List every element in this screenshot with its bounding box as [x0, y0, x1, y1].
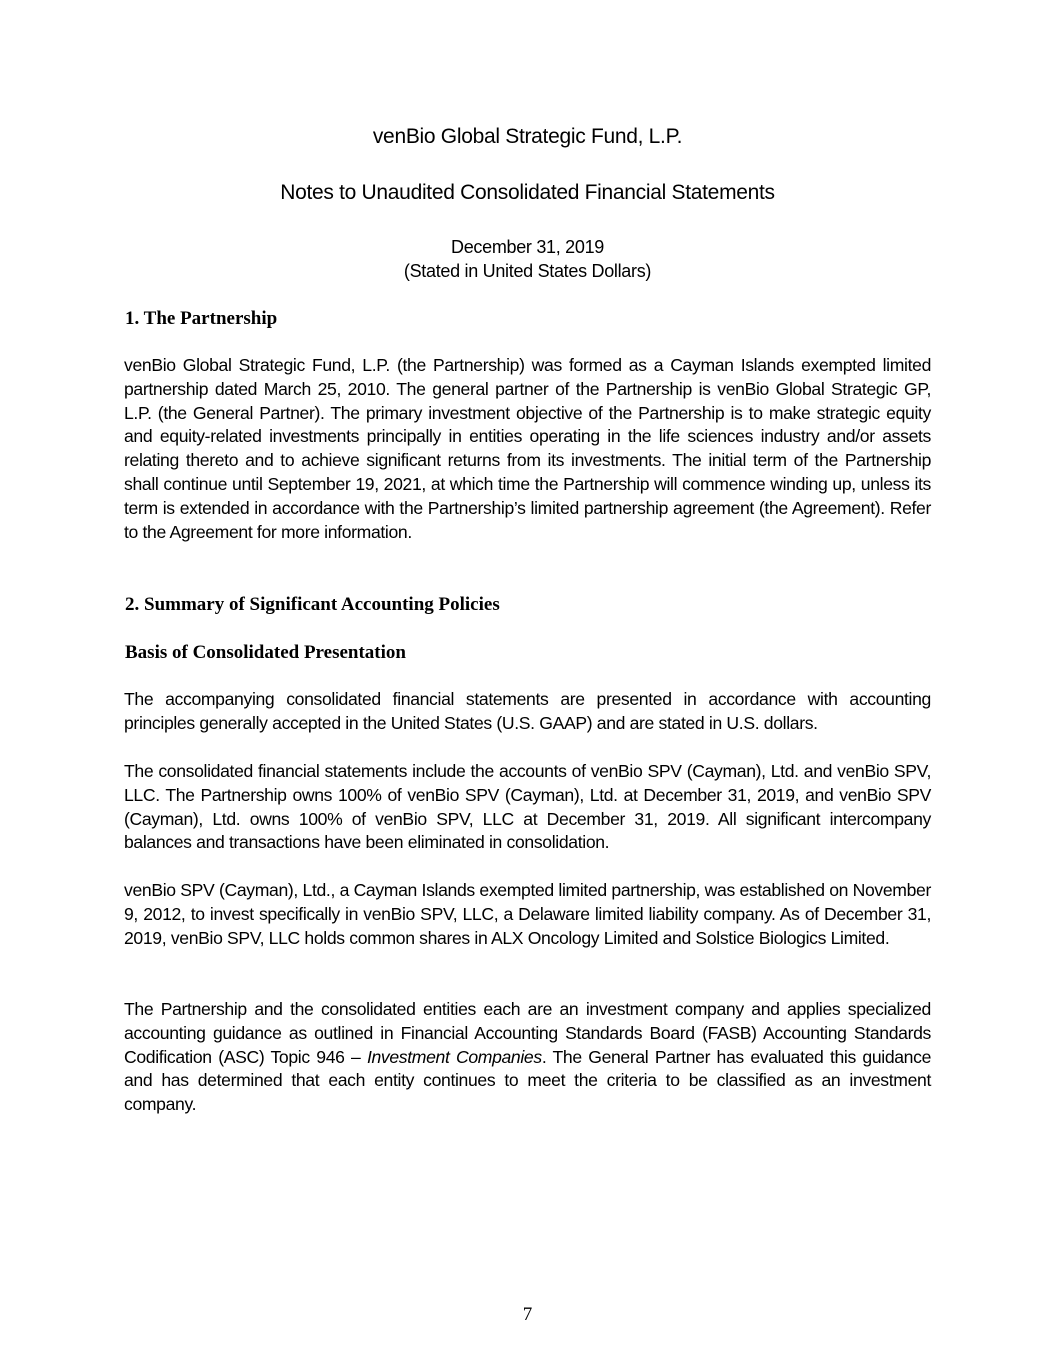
- page-number: 7: [522, 1304, 533, 1325]
- policies-paragraph-4-tail: . The General Partner has evaluated this guidance and has determined that each entity continues to meet the criteria to be classified as an investment company.: [124, 1046, 932, 1115]
- policies-paragraph-4-text: The Partnership and the consolidated entities each are an investment company and applies specialized accounting guidance as outlined in Financial Accounting Standards Board (FASB) Accounting Standards Codification (ASC) Topic 946 –: [124, 999, 931, 1067]
- subheading-basis-of-presentation: Basis of Consolidated Presentation: [125, 642, 406, 663]
- currency-note: (Stated in United States Dollars): [403, 261, 652, 281]
- policies-paragraph-1: The accompanying consolidated financial statements are presented in accordance with accounting principles generally accepted in the United States (U.S. GAAP) and are stated in U.S. dollars.: [124, 689, 931, 733]
- section-heading-partnership: 1. The Partnership: [125, 308, 278, 329]
- statement-date: December 31, 2019: [451, 237, 604, 257]
- section-heading-policies: 2. Summary of Significant Accounting Policies: [125, 594, 500, 615]
- partnership-paragraph: venBio Global Strategic Fund, L.P. (the Partnership) was formed as a Cayman Islands exempted limited partnership dated March 25, 2010. The general partner of the Partnership is venBio Global Strategic GP, L.P. (the General Partner). The primary investment objective of the Partnership is to make strategic equity and equity-related investments principally in entities operating in the life sciences industry and/or assets relating thereto and to achieve significant returns from its investments. The initial term of the Partnership shall continue until September 19, 2021, at which time the Partnership will commence winding up, unless its term is extended in accordance with the Partnership’s limited partnership agreement (the Agreement). Refer to the Agreement for more information.: [124, 355, 931, 542]
- policies-paragraph-2: The consolidated financial statements include the accounts of venBio SPV (Cayman), Ltd. and venBio SPV, LLC. The Partnership owns 100% of venBio SPV (Cayman), Ltd. at December 31, 2019, and venBio SPV (Cayman), Ltd. owns 100% of venBio SPV, LLC at December 31, 2019. All significant intercompany balances and transactions have been eliminated in consolidation.: [124, 761, 931, 853]
- investment-companies-italic: Investment Companies: [366, 1046, 542, 1067]
- document-title: Notes to Unaudited Consolidated Financial Statements: [280, 181, 775, 204]
- policies-paragraph-3: venBio SPV (Cayman), Ltd., a Cayman Islands exempted limited partnership, was established on November 9, 2012, to invest specifically in venBio SPV, LLC, a Delaware limited liability company. As of December 31, 2019, venBio SPV, LLC holds common shares in ALX Oncology Limited and Solstice Biologics Limited.: [124, 880, 931, 948]
- fund-name-title: venBio Global Strategic Fund, L.P.: [372, 125, 683, 148]
- policies-paragraph-4: [124, 998, 931, 1117]
